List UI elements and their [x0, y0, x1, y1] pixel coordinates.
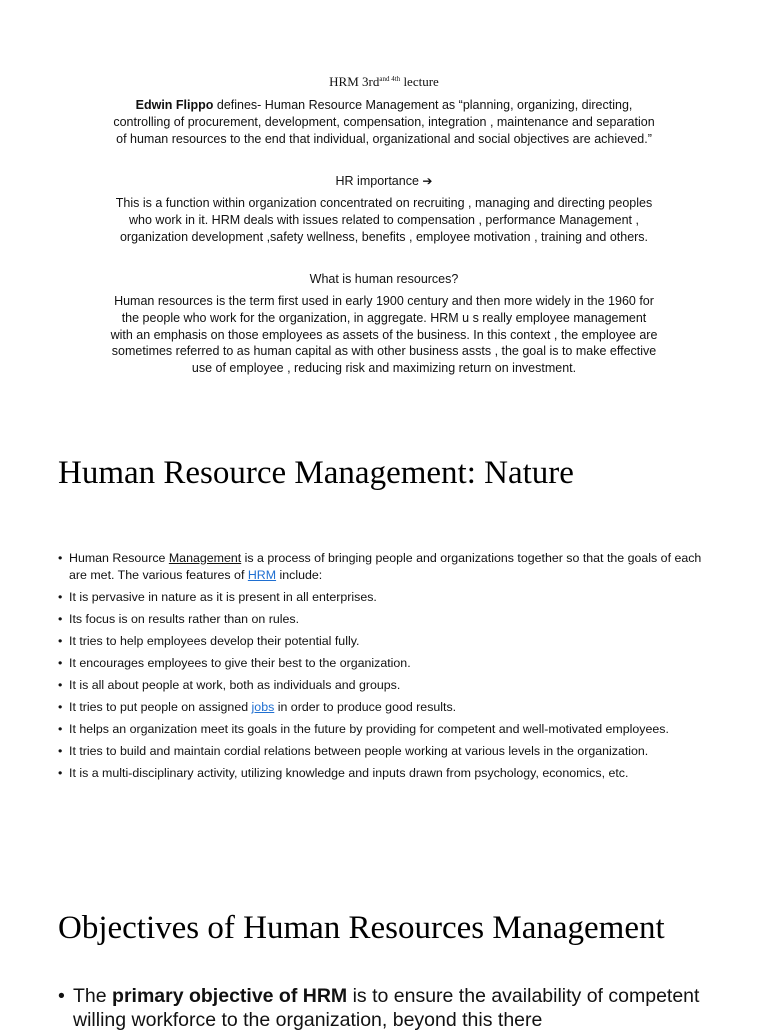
lecture-title: HRM $3rd^{and 4th}$ lecture — [329, 74, 439, 89]
list-item: • It tries to build and maintain cordial relations between people working at various levels in the organization. — [58, 743, 718, 760]
list-item: • Its focus is on results rather than on rules. — [58, 611, 718, 628]
lecture-title-superscript: and 4th — [379, 75, 401, 83]
nature-list — [58, 550, 718, 787]
list-item: • It tries to help employees develop their potential fully. — [58, 633, 718, 650]
list-item: • Human Resource Management is a process of bringing people and organizations together so that the goals of each are met. The various features of HRM include: — [58, 550, 718, 583]
list-item: • It is a multi-disciplinary activity, utilizing knowledge and inputs drawn from psychology, economics, etc. — [58, 765, 718, 782]
definition-author: Edwin Flippo — [135, 98, 214, 112]
definition-paragraph — [110, 97, 658, 147]
list-item: • It is all about people at work, both as individuals and groups. — [58, 677, 718, 694]
jobs-link[interactable]: jobs — [251, 699, 275, 714]
what-is-heading: What is human resources? — [309, 272, 459, 286]
hrm-link[interactable]: HRM — [247, 567, 277, 582]
management-underlined: Management — [168, 551, 242, 565]
objectives-bullet: • The primary objective of HRM is to ensure the availability of competent willing workforce to the organization, beyond this there — [58, 984, 753, 1032]
nature-heading: Human Resource Management: Nature — [58, 455, 574, 491]
list-item: • It is pervasive in nature as it is present in all enterprises. — [58, 589, 718, 606]
importance-paragraph: This is a function within organization concentrated on recruiting , managing and directing peoples who work in it. HRM deals with issues related to compensation , performance Management , organization development ,safety wellness, benefits , employee motivation , training and others. — [115, 196, 653, 244]
list-item: • It tries to put people on assigned jobs in order to produce good results. — [58, 699, 718, 716]
definition-text: defines- Human Resource Management as “planning, organizing, directing, controlling of procurement, development, compensation, integration , maintenance and separation of human resources to the end that individual, organizational and social objectives are achieved.” — [113, 98, 655, 146]
importance-heading: HR importance ➔ — [335, 174, 433, 188]
list-item: • It helps an organization meet its goals in the future by providing for competent and well-motivated employees. — [58, 721, 718, 738]
objectives-heading: Objectives of Human Resources Management — [58, 910, 665, 946]
what-is-paragraph: Human resources is the term first used in early 1900 century and then more widely in the 1960 for the people who work for the organization, in aggregate. HRM u s really employee management with an emphasis on those employees as assets of the business. In this context , the employee are sometimes referred to as human capital as with other business assts , the goal is to make effective use of employee , reducing risk and maximizing return on investment. — [110, 294, 658, 376]
list-item: • It encourages employees to give their best to the organization. — [58, 655, 718, 672]
arrow-right-icon: ➔ — [422, 174, 433, 188]
primary-objective-bold: primary objective of HRM — [112, 985, 348, 1007]
